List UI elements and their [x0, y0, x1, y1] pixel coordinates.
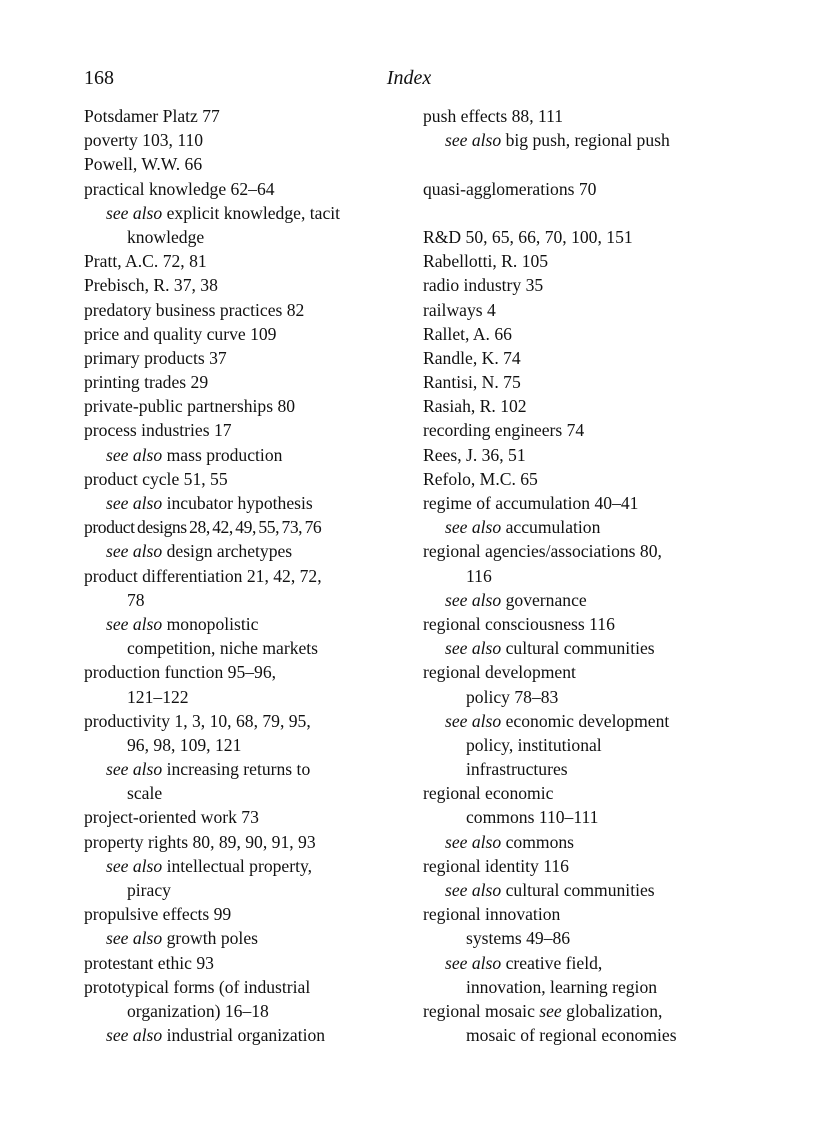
see-also-label: see also: [445, 589, 502, 610]
index-see-also: [423, 636, 743, 660]
index-text: creative field,: [501, 952, 603, 973]
see-also-label: see also: [106, 493, 163, 513]
index-text: railways 4: [423, 299, 496, 320]
see-also-label: see also: [106, 613, 163, 634]
index-text: knowledge: [127, 226, 205, 247]
index-see-also: [84, 1023, 402, 1047]
index-see-also: [84, 201, 402, 225]
index-entry: [423, 781, 743, 805]
index-text: productivity 1, 3, 10, 68, 79, 95,: [84, 710, 311, 731]
index-text: Randle, K. 74: [423, 347, 521, 368]
index-continuation: [84, 225, 402, 249]
index-see-also: [84, 491, 402, 515]
index-text: quasi-agglomerations 70: [423, 178, 597, 199]
index-entry: [423, 177, 743, 201]
index-text: Pratt, A.C. 72, 81: [84, 251, 207, 272]
index-text: regional agencies/associations 80,: [423, 541, 662, 562]
index-text: regional consciousness 116: [423, 613, 615, 634]
index-text: mass production: [162, 444, 283, 465]
index-text: commons: [501, 831, 575, 852]
index-text: product designs 28, 42, 49, 55, 73, 76: [84, 517, 322, 538]
index-spacer: [423, 152, 743, 176]
index-text: Rabellotti, R. 105: [423, 251, 549, 272]
index-entry: [423, 225, 743, 249]
see-also-label: see also: [445, 831, 502, 852]
index-text: explicit knowledge, tacit: [162, 202, 341, 223]
index-see-also: [84, 612, 402, 636]
index-entry: [423, 370, 743, 394]
index-entry: [423, 298, 743, 322]
index-entry: [423, 854, 743, 878]
index-see-also: [423, 709, 743, 733]
index-text: organization) 16–18: [127, 1000, 269, 1021]
running-title: Index: [386, 67, 432, 89]
see-also-label: see also: [106, 928, 163, 949]
index-entry: [84, 394, 402, 418]
index-text: regime of accumulation 40–41: [423, 493, 639, 513]
index-text: property rights 80, 89, 90, 91, 93: [84, 831, 316, 852]
index-continuation: [84, 781, 402, 805]
index-text: poverty 103, 110: [84, 130, 204, 151]
index-text: competition, niche markets: [127, 638, 319, 659]
index-entry: [84, 273, 402, 297]
index-text: predatory business practices 82: [84, 299, 305, 320]
index-entry: [423, 273, 743, 297]
index-entry: [84, 467, 402, 491]
index-text: mosaic of regional economies: [466, 1025, 677, 1046]
index-entry: [84, 975, 402, 999]
index-entry: [423, 346, 743, 370]
index-text: Rees, J. 36, 51: [423, 444, 526, 465]
index-entry: [84, 418, 402, 442]
index-entry: [84, 709, 402, 733]
index-continuation: [423, 805, 743, 829]
index-entry: [423, 999, 743, 1023]
index-text: product differentiation 21, 42, 72,: [84, 565, 322, 586]
index-text: regional innovation: [423, 904, 561, 925]
index-text: policy, institutional: [466, 734, 602, 755]
index-text: regional economic: [423, 783, 554, 804]
index-text: practical knowledge 62–64: [84, 178, 275, 199]
index-text: commons 110–111: [466, 807, 599, 828]
index-text: propulsive effects 99: [84, 904, 232, 925]
index-text: production function 95–96,: [84, 662, 277, 683]
see-also-label: see also: [106, 1025, 163, 1046]
index-continuation: [84, 588, 402, 612]
index-text: incubator hypothesis: [162, 493, 313, 513]
see-also-label: see also: [445, 952, 502, 973]
index-text: design archetypes: [162, 541, 293, 562]
see-also-label: see also: [106, 541, 163, 562]
index-text: policy 78–83: [466, 686, 559, 707]
index-continuation: [423, 757, 743, 781]
index-text: cultural communities: [501, 638, 655, 659]
index-text: primary products 37: [84, 347, 227, 368]
index-text: piracy: [127, 880, 171, 900]
index-text: process industries 17: [84, 420, 232, 441]
see-also-label: see also: [106, 855, 163, 876]
index-entry: [84, 322, 402, 346]
index-text: scale: [127, 783, 163, 804]
index-text: intellectual property,: [162, 855, 313, 876]
index-text: increasing returns to: [162, 759, 311, 780]
index-text: Refolo, M.C. 65: [423, 468, 538, 489]
index-entry: [423, 104, 743, 128]
see-label: see: [539, 1000, 562, 1021]
index-text: recording engineers 74: [423, 420, 585, 441]
index-text: economic development: [501, 710, 670, 731]
page-header: [84, 67, 734, 97]
index-see-also: [423, 830, 743, 854]
index-text: private-public partnerships 80: [84, 396, 296, 417]
see-also-label: see also: [445, 638, 502, 659]
index-text: Rallet, A. 66: [423, 323, 512, 344]
index-text: 116: [466, 565, 492, 586]
index-see-also: [84, 443, 402, 467]
index-entry: [84, 104, 402, 128]
index-continuation: [84, 999, 402, 1023]
index-entry: [84, 346, 402, 370]
index-entry: [423, 249, 743, 273]
index-text: Potsdamer Platz 77: [84, 106, 220, 126]
index-text: industrial organization: [162, 1025, 326, 1046]
index-text: innovation, learning region: [466, 976, 658, 997]
index-entry: [84, 902, 402, 926]
index-text: protestant ethic 93: [84, 952, 214, 973]
index-entry: [423, 467, 743, 491]
index-entry: [84, 515, 402, 539]
index-text: governance: [501, 589, 587, 610]
index-text: monopolistic: [162, 613, 259, 634]
index-entry: [423, 322, 743, 346]
index-see-also: [84, 926, 402, 950]
index-continuation: [84, 636, 402, 660]
index-entry: [84, 370, 402, 394]
index-text: R&D 50, 65, 66, 70, 100, 151: [423, 226, 633, 247]
index-text: radio industry 35: [423, 275, 544, 296]
index-entry: [84, 249, 402, 273]
index-text: regional identity 116: [423, 855, 569, 876]
index-text: Prebisch, R. 37, 38: [84, 275, 218, 296]
see-also-label: see also: [106, 444, 163, 465]
index-text: infrastructures: [466, 759, 568, 780]
index-spacer: [423, 201, 743, 225]
index-entry: [84, 298, 402, 322]
index-text: Rantisi, N. 75: [423, 372, 521, 393]
index-see-also: [423, 878, 743, 902]
page-number: 168: [84, 67, 114, 89]
index-entry: [423, 491, 743, 515]
index-entry: [423, 418, 743, 442]
index-entry: [423, 443, 743, 467]
index-see-also: [84, 539, 402, 563]
index-entry: [84, 805, 402, 829]
index-text: 121–122: [127, 686, 189, 707]
index-entry: [84, 830, 402, 854]
index-entry: [84, 951, 402, 975]
index-see-also: [423, 951, 743, 975]
index-continuation: [423, 733, 743, 757]
index-see-also: [84, 757, 402, 781]
index-see-also: [423, 128, 743, 152]
index-column-right: [423, 104, 743, 1047]
index-see-also: [423, 515, 743, 539]
index-entry: [84, 128, 402, 152]
see-also-label: see also: [445, 517, 502, 538]
index-continuation: [423, 926, 743, 950]
see-also-label: see also: [445, 880, 502, 900]
index-text: push effects 88, 111: [423, 106, 564, 126]
index-continuation: [423, 685, 743, 709]
index-entry: [423, 902, 743, 926]
index-entry: [423, 539, 743, 563]
index-continuation: [423, 1023, 743, 1047]
index-text: regional mosaic: [423, 1000, 540, 1021]
index-see-also: [84, 854, 402, 878]
index-entry: [84, 177, 402, 201]
index-text: growth poles: [162, 928, 258, 949]
see-also-label: see also: [445, 130, 502, 151]
index-entry: [423, 394, 743, 418]
index-column-left: [84, 104, 402, 1047]
index-continuation: [84, 685, 402, 709]
see-also-label: see also: [106, 759, 163, 780]
index-text: systems 49–86: [466, 928, 571, 949]
see-also-label: see also: [445, 710, 502, 731]
index-see-also: [423, 588, 743, 612]
index-text: Powell, W.W. 66: [84, 154, 203, 175]
index-text: globalization,: [561, 1000, 663, 1021]
index-text: regional development: [423, 662, 576, 683]
index-entry: [423, 612, 743, 636]
index-entry: [423, 660, 743, 684]
index-text: prototypical forms (of industrial: [84, 976, 311, 997]
index-continuation: [84, 733, 402, 757]
index-continuation: [84, 878, 402, 902]
index-text: printing trades 29: [84, 372, 209, 393]
index-text: 78: [127, 589, 145, 610]
index-entry: [84, 660, 402, 684]
index-entry: [84, 152, 402, 176]
index-entry: [84, 564, 402, 588]
index-text: Rasiah, R. 102: [423, 396, 527, 417]
index-continuation: [423, 975, 743, 999]
index-text: cultural communities: [501, 880, 655, 900]
see-also-label: see also: [106, 202, 163, 223]
index-text: 96, 98, 109, 121: [127, 734, 242, 755]
index-text: product cycle 51, 55: [84, 468, 228, 489]
index-text: big push, regional push: [501, 130, 670, 151]
index-continuation: [423, 564, 743, 588]
index-text: accumulation: [501, 517, 601, 538]
index-text: project-oriented work 73: [84, 807, 259, 828]
index-text: price and quality curve 109: [84, 323, 277, 344]
